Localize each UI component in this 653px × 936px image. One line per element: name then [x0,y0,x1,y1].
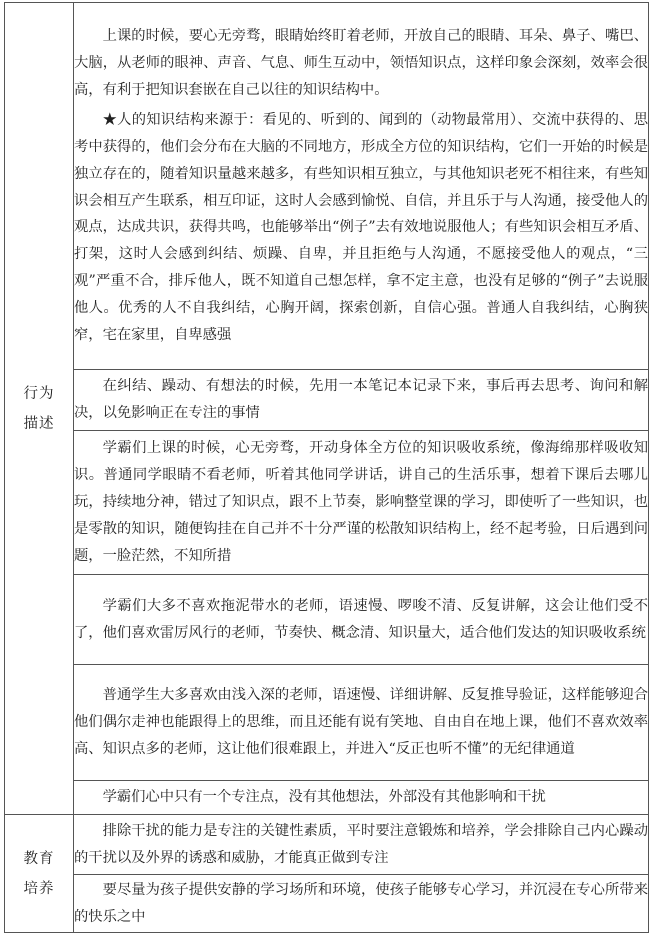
table-row [5,431,649,575]
table-cell [74,815,649,875]
cell-paragraph: 普通学生大多喜欢由浅入深的老师，语速慢、详细讲解、反复推导验证，这样能够迎合他们偶尔走神也能跟得上的思维，而且还能有说有笑地、自由自在地上课，他们不喜欢效率高、知识点多的老师，这让他们很难跟上，并进入“反正也听不懂”的无纪律通道 [74,687,648,757]
table-cell [74,665,649,781]
table-row [5,665,649,781]
cell-paragraph: 排除干扰的能力是专注的关键性素质，平时要注意锻炼和培养，学会排除自己内心躁动的干扰以及外界的诱惑和威胁，才能真正做到专注 [74,822,648,866]
table-cell [74,3,649,370]
cell-paragraph: 在纠结、躁动、有想法的时候，先用一本笔记本记录下来，事后再去思考、询问和解决，以免影响正在专注的事情 [74,378,648,421]
cell-paragraph: 学霸们上课的时候，心无旁骛，开动身体全方位的知识吸收系统，像海绵那样吸收知识。普通同学眼睛不看老师，听着其他同学讲话，讲自己的生活乐事，想着下课后去哪儿玩，持续地分神，错过了知识点，跟不上节奏，影响整堂课的学习，即使听了一些知识，也是零散的知识，随便钩挂在自己并不十分严谨的松散知识结构上，经不起考验，日后遇到问题，一脸茫然，不知所措 [74,440,648,564]
row-label-behavior: 行为描述 [5,3,74,815]
table-row [5,3,649,370]
table-cell [74,575,649,665]
cell-paragraph: ★人的知识结构来源于：看见的、听到的、闻到的（动物最常用）、交流中获得的、思考中获得的，他们会分布在大脑的不同地方，形成全方位的知识结构，它们一开始的时候是独立存在的，随着知识量越来越多，有些知识相互独立，与其他知识老死不相往来，有些知识会相互产生联系，相互印证，这时人会感到愉悦、自信，并且乐于与人沟通，接受他人的观点，达成共识，获得共鸣，也能够举出“例子”去有效地说服他人；有些知识会相互矛盾、打架，这时人会感到纠结、烦躁、自卑，并且拒绝与人沟通，不愿接受他人的观点，“三观”严重不合，排斥他人，既不知道自己想怎样，拿不定主意，也没有足够的“例子”去说服他人。优秀的人不自我纠结，心胸开阔，探索创新，自信心强。普通人自我纠结，心胸狭窄，宅在家里，自卑感强 [74,111,648,344]
table-cell [74,431,649,575]
cell-paragraph: 学霸们心中只有一个专注点，没有其他想法，外部没有其他影响和干扰 [102,789,546,806]
cell-paragraph: 学霸们大多不喜欢拖泥带水的老师，语速慢、啰唆不清、反复讲解，这会让他们受不了，他们喜欢雷厉风行的老师，节奏快、概念清、知识量大，适合他们发达的知识吸收系统 [74,597,648,641]
table-cell [74,370,649,431]
table-row [5,370,649,431]
table-cell [74,875,649,933]
row-label-education: 教育培养 [5,815,74,933]
cell-paragraph: 要尽量为孩子提供安静的学习场所和环境，使孩子能够专心学习，并沉浸在专心所带来的快乐之中 [74,881,648,925]
table-cell [74,781,649,815]
table-row [5,781,649,815]
cell-paragraph: 上课的时候，要心无旁骛，眼睛始终盯着老师，开放自己的眼睛、耳朵、鼻子、嘴巴、大脑，从老师的眼神、声音、气息、师生互动中，领悟知识点，这样印象会深刻，效率会很高，有利于把知识套嵌在自己以往的知识结构中。 [74,28,648,98]
table-row [5,875,649,933]
table-row [5,815,649,875]
table-row [5,575,649,665]
content-table [4,2,649,933]
